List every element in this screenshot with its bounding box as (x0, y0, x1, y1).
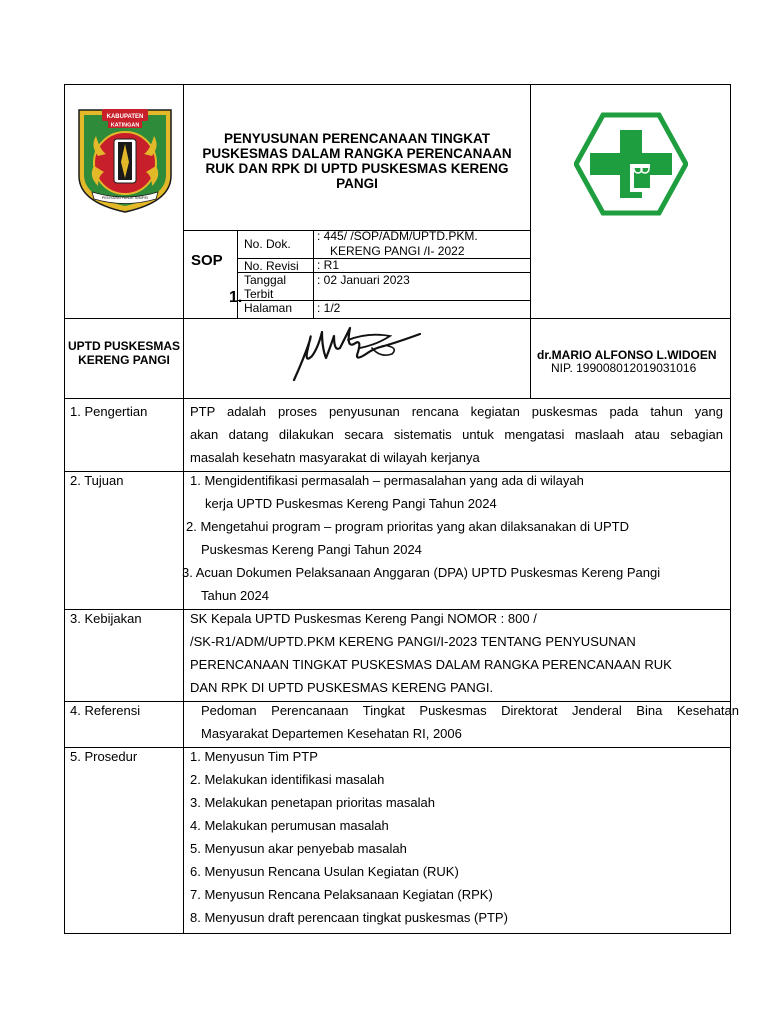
sop-number-mark: 1. (229, 289, 243, 306)
tujuan-line: kerja UPTD Puskesmas Kereng Pangi Tahun 2024 (205, 496, 497, 511)
halaman-value: : 1/2 (317, 301, 341, 315)
prosedur-step: 8. Menyusun draft perencaan tingkat puskesmas (PTP) (190, 910, 508, 925)
no-revisi-label: No. Revisi (244, 259, 299, 273)
section-pengertian-label: 1. Pengertian (70, 404, 148, 419)
no-dok-label: No. Dok. (244, 237, 291, 251)
prosedur-step: 7. Menyusun Rencana Pelaksanaan Kegiatan (RPK) (190, 887, 493, 902)
prosedur-step: 3. Melakukan penetapan prioritas masalah (190, 795, 435, 810)
organization-name: UPTD PUSKESMAS KERENG PANGI (67, 339, 180, 367)
svg-text:KABUPATEN: KABUPATEN (106, 114, 144, 120)
referensi-line: Pedoman Perencanaan Tingkat Puskesmas Direktorat Jenderal Bina Kesehatan (201, 703, 739, 718)
kebijakan-line: PERENCANAAN TINGKAT PUSKESMAS DALAM RANGKA PERENCANAAN RUK (190, 657, 672, 672)
section-tujuan-label: 2. Tujuan (70, 473, 124, 488)
no-dok-value-line1: : 445/ /SOP/ADM/UPTD.PKM. (317, 229, 478, 243)
kabupaten-katingan-logo (76, 106, 174, 214)
section-kebijakan-label: 3. Kebijakan (70, 611, 142, 626)
section-prosedur-label: 5. Prosedur (70, 749, 138, 764)
tujuan-line: 2. Mengetahui program – program prioritas yang akan dilaksanakan di UPTD (186, 519, 629, 534)
document-title: PENYUSUNAN PERENCANAAN TINGKAT PUSKESMAS DALAM RANGKA PERENCANAAN RUK DAN RPK DI UPTD PUSKESMAS KERENG PANGI (202, 131, 512, 191)
prosedur-step: 4. Melakukan perumusan masalah (190, 818, 389, 833)
kebijakan-line: /SK-R1/ADM/UPTD.PKM KERENG PANGI/I-2023 TENTANG PENYUSUNAN (190, 634, 636, 649)
kebijakan-line: SK Kepala UPTD Puskesmas Kereng Pangi NOMOR : 800 / (190, 611, 537, 626)
referensi-line: Masyarakat Departemen Kesehatan RI, 2006 (201, 726, 462, 741)
tujuan-line: 1. Mengidentifikasi permasalah – permasalahan yang ada di wilayah (190, 473, 584, 488)
signer-name: dr.MARIO ALFONSO L.WIDOEN (537, 348, 717, 362)
tujuan-line: Tahun 2024 (201, 588, 269, 603)
svg-text:PENYANG HINJE SIMPEI: PENYANG HINJE SIMPEI (101, 195, 149, 200)
signer-nip: NIP. 199008012019031016 (551, 361, 697, 375)
prosedur-step: 2. Melakukan identifikasi masalah (190, 772, 385, 787)
no-dok-value-line2: KERENG PANGI /I- 2022 (330, 244, 465, 258)
tanggal-label-line1: Tanggal (244, 273, 287, 287)
tujuan-line: 3. Acuan Dokumen Pelaksanaan Anggaran (DPA) UPTD Puskesmas Kereng Pangi (182, 565, 661, 580)
svg-text:KATINGAN: KATINGAN (110, 122, 140, 129)
tanggal-label-line2: Terbit (244, 287, 274, 301)
signature-image (288, 318, 428, 384)
prosedur-step: 5. Menyusun akar penyebab masalah (190, 841, 407, 856)
puskesmas-logo (574, 112, 688, 216)
kebijakan-line: DAN RPK DI UPTD PUSKESMAS KERENG PANGI. (190, 680, 494, 695)
pengertian-line: masalah kesehatn masyarakat di wilayah kerjanya (190, 450, 480, 465)
halaman-label: Halaman (244, 301, 293, 315)
prosedur-step: 1. Menyusun Tim PTP (190, 749, 318, 764)
tanggal-value: : 02 Januari 2023 (317, 273, 410, 287)
section-referensi-label: 4. Referensi (70, 703, 141, 718)
no-revisi-value: : R1 (317, 258, 340, 272)
pengertian-line: PTP adalah proses penyusunan rencana kegiatan puskesmas pada tahun yang (190, 404, 723, 419)
pengertian-line: akan datang dilakukan secara sistematis untuk mengatasi maslaah atau sebagian (190, 427, 723, 442)
prosedur-step: 6. Menyusun Rencana Usulan Kegiatan (RUK) (190, 864, 459, 879)
tujuan-line: Puskesmas Kereng Pangi Tahun 2024 (201, 542, 422, 557)
sop-label: SOP (191, 252, 223, 269)
